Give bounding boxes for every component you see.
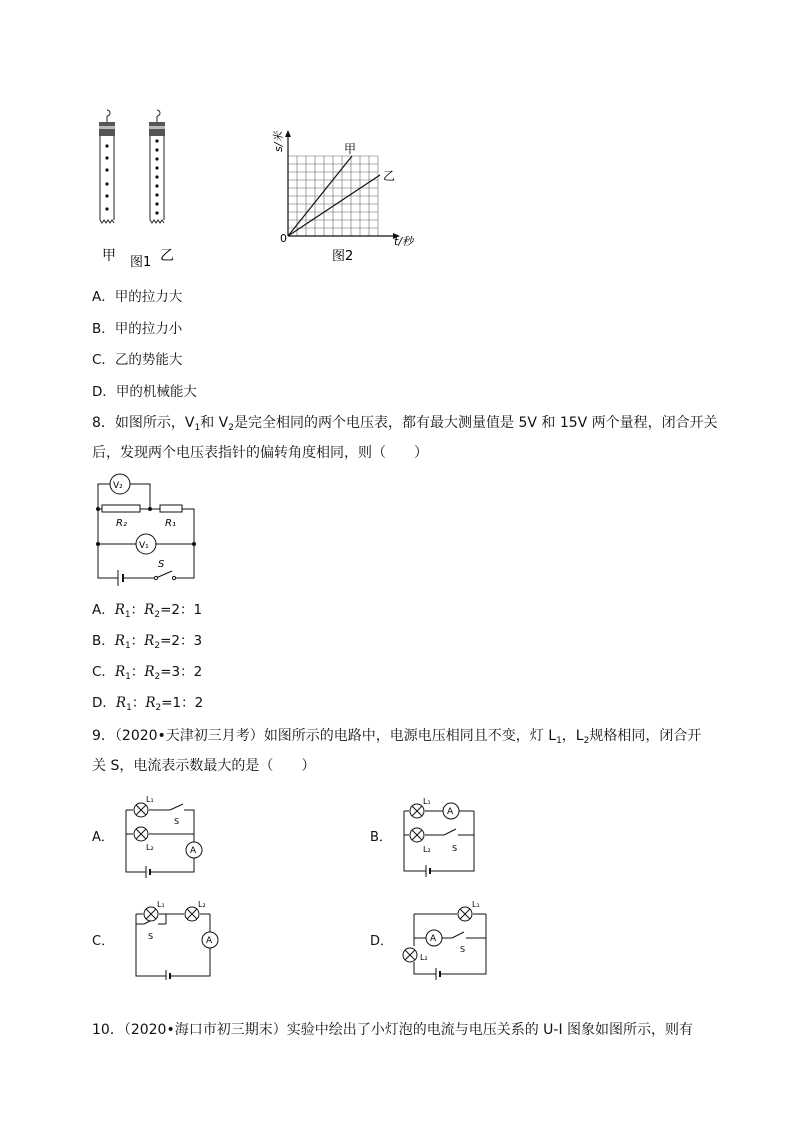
q8-option-d: D．$R_1$：$R_2=1$：2 xyxy=(92,695,204,713)
q7-option-d: D．甲的机械能大 xyxy=(92,384,197,400)
q8-circuit xyxy=(90,467,210,589)
q9-option-c-letter: C． xyxy=(92,934,115,949)
x-axis-label: t/秒 xyxy=(394,235,414,248)
line-jia-label: 甲 xyxy=(344,142,357,156)
q7-option-a: A．甲的拉力大 xyxy=(92,289,183,305)
lamp-l2 xyxy=(403,948,417,962)
tube-jia xyxy=(99,110,115,223)
origin-label: 0 xyxy=(280,232,287,245)
q8-option-b: B．$R_1$：$R_2=2$：3 xyxy=(92,633,203,651)
fig2-caption: 图2 xyxy=(332,249,354,264)
lamp-l1 xyxy=(134,803,148,817)
q8-stem-line1: 8．如图所示，$V_1$和 $V_2$是完全相同的两个电压表，都有最大测量值是 5V 和 15V 两个量程，闭合开关 xyxy=(92,415,718,433)
q9-stem-line1: 9．（2020•天津初三月考）如图所示的电路中，电源电压相同且不变，灯 $L_1$，$L_2$规格相同，闭合开 xyxy=(92,728,702,746)
fig1-left-label: 甲 xyxy=(102,248,116,264)
lamp-l2 xyxy=(185,907,199,921)
l2-label: L₂ xyxy=(198,900,206,909)
l1-label: L₁ xyxy=(472,900,480,909)
l2-label: L₂ xyxy=(420,953,428,962)
l2-label: L₂ xyxy=(146,843,154,852)
lamp-l2 xyxy=(134,827,148,841)
s-label: S xyxy=(460,945,466,954)
s-label: S xyxy=(158,559,165,570)
lamp-l1 xyxy=(458,907,472,921)
q8-stem-line2: 后，发现两个电压表指针的偏转角度相同，则（ ） xyxy=(92,445,428,461)
s-label: S xyxy=(174,817,180,826)
y-axis-arrow xyxy=(285,130,291,137)
q9-option-d-letter: D． xyxy=(370,934,394,949)
ammeter-label: A xyxy=(206,936,213,946)
fig1-right-label: 乙 xyxy=(160,248,174,264)
graph-grid xyxy=(288,156,378,236)
l1-label: L₁ xyxy=(423,797,431,806)
q9-stem-line2: 关 S，电流表示数最大的是（ ） xyxy=(92,758,316,774)
lamp-l2 xyxy=(410,828,424,842)
s-label: S xyxy=(148,932,154,941)
figure-1-tubes xyxy=(90,108,200,268)
q9-circuit-a xyxy=(118,792,208,880)
q9-circuit-c xyxy=(126,898,226,980)
v2-label: V₂ xyxy=(113,481,123,491)
q7-option-c: C．乙的势能大 xyxy=(92,352,183,368)
q8-option-c: C．$R_1$：$R_2=3$：2 xyxy=(92,664,203,682)
line-yi-label: 乙 xyxy=(383,169,396,183)
q10-stem: 10．（2020•海口市初三期末）实验中绘出了小灯泡的电流与电压关系的 U-I 图象如图所示，则有 xyxy=(92,1022,694,1038)
v1-label: V₁ xyxy=(139,541,149,551)
q9-circuit-b xyxy=(396,795,486,883)
fig1-caption: 图1 xyxy=(130,255,152,268)
q7-option-b: B．甲的拉力小 xyxy=(92,321,183,337)
ammeter-label: A xyxy=(447,807,454,817)
lamp-l1 xyxy=(410,804,424,818)
q8-option-a: A．$R_1$：$R_2=2$：1 xyxy=(92,602,203,620)
tube-yi xyxy=(149,110,165,223)
y-axis-label: s/米 xyxy=(272,131,285,152)
l2-label: L₂ xyxy=(423,845,431,854)
ammeter-label: A xyxy=(190,846,197,856)
l1-label: L₁ xyxy=(157,900,165,909)
figure-2-graph xyxy=(266,120,426,265)
ammeter-label: A xyxy=(430,934,437,944)
q9-option-a-letter: A． xyxy=(92,830,114,845)
q9-option-b-letter: B． xyxy=(370,830,392,845)
lamp-l1 xyxy=(144,907,158,921)
s-label: S xyxy=(452,844,458,853)
line-yi xyxy=(288,175,380,236)
l1-label: L₁ xyxy=(146,795,154,804)
r2-label: R₂ xyxy=(116,518,127,529)
q9-circuit-d xyxy=(396,898,496,980)
r1-label: R₁ xyxy=(165,518,176,529)
